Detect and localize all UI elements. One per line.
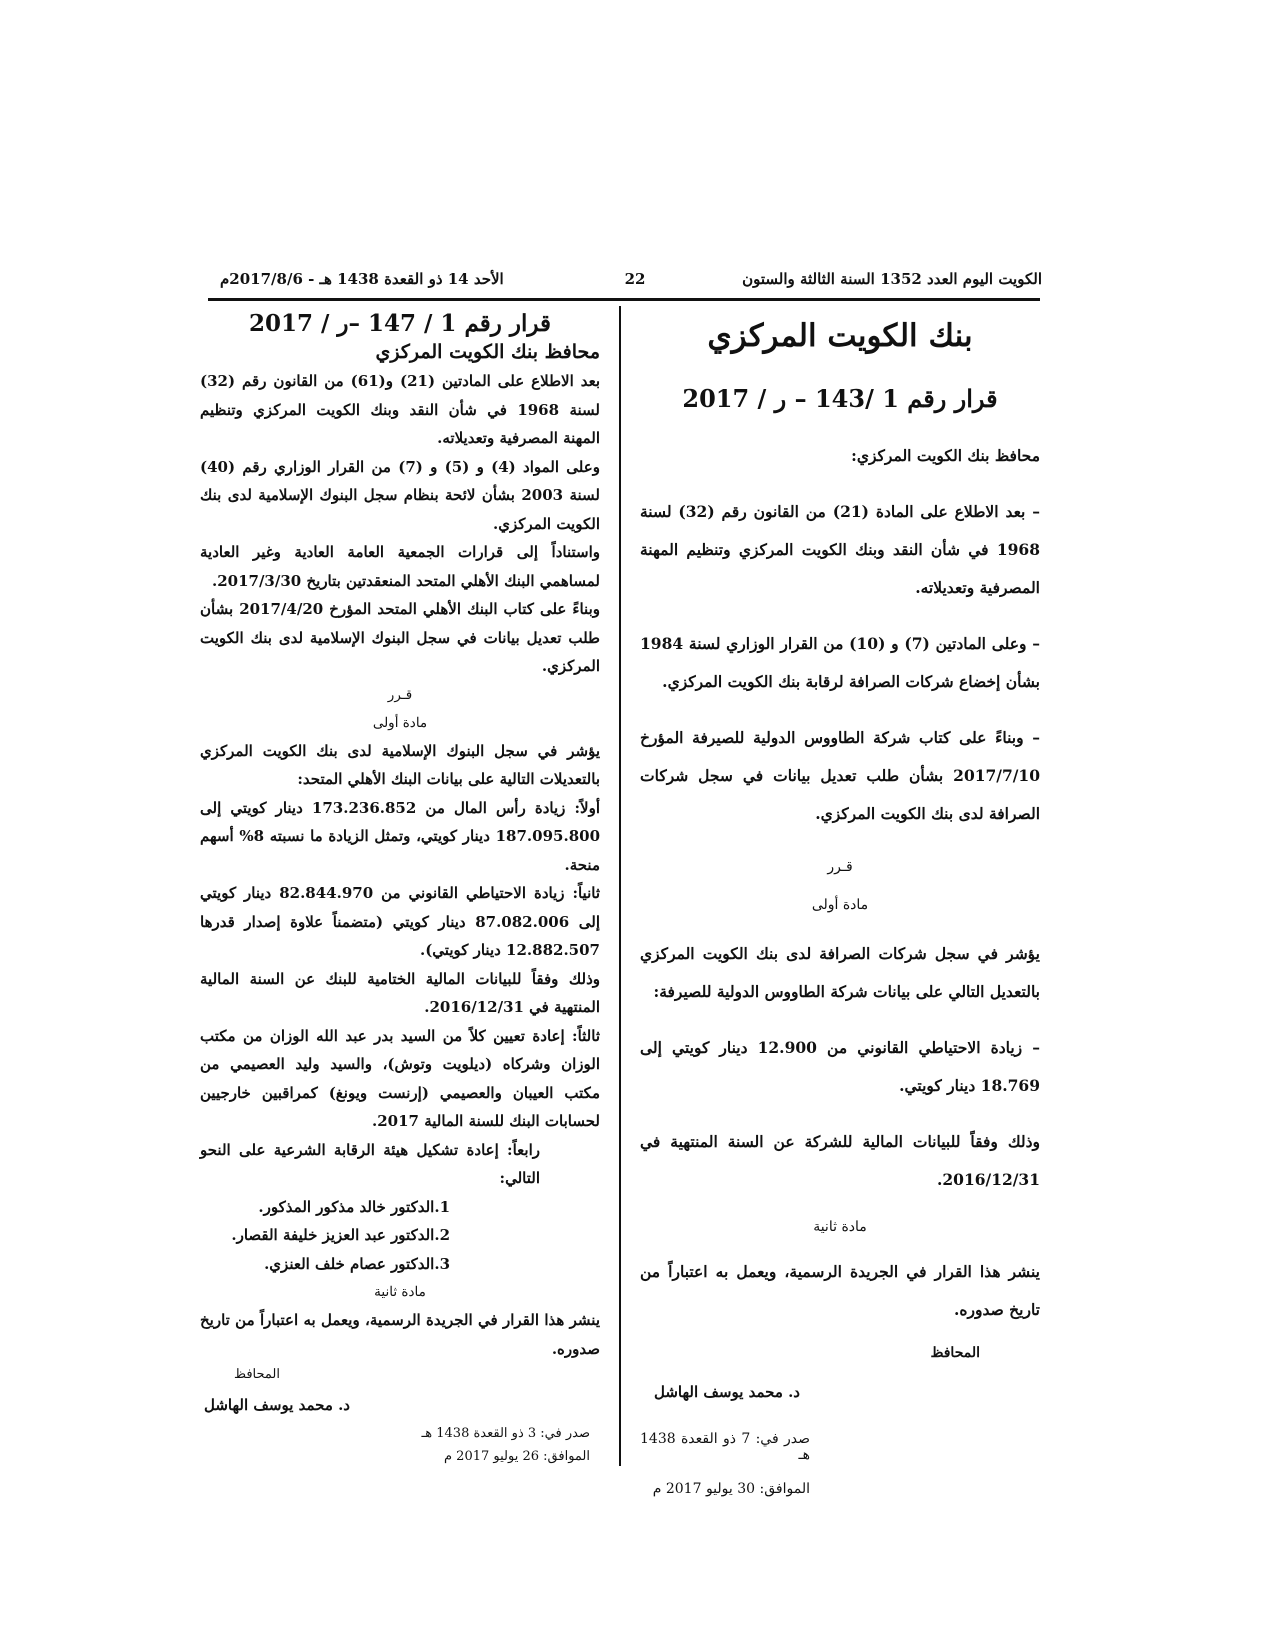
article-heading: مادة أولى (811, 897, 869, 913)
article-heading: مادة أولى (372, 714, 428, 731)
article-paragraph: يؤشر في سجل البنوك الإسلامية لدى بنك الكويت المركزي بالتعديلات التالية على بيانات البنك الأهلي المتحد: (200, 741, 600, 788)
decided-heading: قـرر (827, 859, 853, 875)
article-heading: مادة ثانية (813, 1219, 867, 1235)
decree-title: قرار رقم 1 / 147 –ر / 2017 (248, 310, 552, 337)
article-paragraph: – زيادة الاحتياطي القانوني من 12.900 دينار كويتي إلى 18.769 دينار كويتي. (640, 1038, 1040, 1095)
article-paragraph: يؤشر في سجل شركات الصرافة لدى بنك الكويت المركزي بالتعديل التالي على بيانات شركة الطاووس الدولية للصيرفة: (640, 944, 1040, 1001)
article-paragraph: وذلك وفقاً للبيانات المالية للشركة عن السنة المنتهية في 2016/12/31. (640, 1132, 1040, 1189)
issue-date: صدر في: 3 ذو القعدة 1438 هـ (421, 1426, 590, 1441)
article-paragraph: ثانياً: زيادة الاحتياطي القانوني من 82.844.970 دينار كويتي إلى 87.082.006 دينار كويتي (متضمناً علاوة إصدار قدرها 12.882.507 دينار كويتي). (200, 884, 601, 959)
page-number: 22 (624, 270, 646, 288)
header-divider (208, 298, 1040, 301)
signatory-name: د. محمد يوسف الهاشل (203, 1396, 350, 1414)
decree-title: قرار رقم 1 /143 – ر / 2017 (682, 384, 998, 413)
article-heading: مادة ثانية (374, 1284, 426, 1300)
recital-paragraph: واستناداً إلى قرارات الجمعية العامة العادية وغير العادية لمساهمي البنك الأهلي المتحد المنعقدتين بتاريخ 2017/3/30. (200, 543, 600, 590)
bank-title: بنك الكويت المركزي (707, 318, 973, 354)
article-paragraph: رابعاً: إعادة تشكيل هيئة الرقابة الشرعية على النحو التالي: (200, 1140, 540, 1187)
board-member: 2.الدكتور عبد العزيز خليفة القصار. (231, 1226, 450, 1244)
recital-paragraph: – وبناءً على كتاب شركة الطاووس الدولية للصيرفة المؤرخ 2017/7/10 بشأن طلب تعديل بيانات في سجل شركات الصرافة لدى بنك الكويت المركزي. (640, 728, 1040, 823)
governor-heading: محافظ بنك الكويت المركزي (375, 341, 600, 363)
header-date: الأحد 14 ذو القعدة 1438 هـ - 2017/8/6م (220, 270, 504, 288)
signatory-name: د. محمد يوسف الهاشل (653, 1383, 800, 1401)
corresponding-date: الموافق: 30 يوليو 2017 م (652, 1481, 810, 1497)
issue-date: صدر في: 7 ذو القعدة 1438 هـ (640, 1431, 810, 1463)
board-member: 1.الدكتور خالد مذكور المذكور. (258, 1197, 450, 1216)
recital-paragraph: بعد الاطلاع على المادتين (21) و(61) من القانون رقم (32) لسنة 1968 في شأن النقد وبنك الكويت المركزي وتنظيم المهنة المصرفية وتعديلاته. (200, 372, 600, 447)
article-paragraph: أولاً: زيادة رأس المال من 173.236.852 دينار كويتي إلى 187.095.800 دينار كويتي، وتمثل الزيادة ما نسبته 8% أسهم منحة. (200, 798, 601, 874)
article-paragraph: ينشر هذا القرار في الجريدة الرسمية، ويعمل به اعتباراً من تاريخ صدوره. (640, 1262, 1040, 1319)
left-column (200, 306, 601, 1464)
recital-paragraph: وعلى المواد (4) و (5) و (7) من القرار الوزاري رقم (40) لسنة 2003 بشأن لائحة بنظام سجل البنوك الإسلامية لدى بنك الكويت المركزي. (200, 457, 601, 533)
governor-label: المحافظ (930, 1345, 980, 1361)
header-issue-info: الكويت اليوم العدد 1352 السنة الثالثة والستون (742, 270, 1042, 288)
article-paragraph: وذلك وفقاً للبيانات المالية الختامية للبنك عن السنة المالية المنتهية في 2016/12/31. (200, 969, 600, 1016)
recital-paragraph: – وعلى المادتين (7) و (10) من القرار الوزاري لسنة 1984 بشأن إخضاع شركات الصرافة لرقابة بنك الكويت المركزي. (640, 634, 1040, 691)
recital-paragraph: – بعد الاطلاع على المادة (21) من القانون رقم (32) لسنة 1968 في شأن النقد وبنك الكويت المركزي وتنظيم المهنة المصرفية وتعديلاته. (640, 502, 1040, 597)
article-paragraph: ثالثاً: إعادة تعيين كلاً من السيد بدر عبد الله الوزان من مكتب الوزان وشركاه (ديلويت وتوش)، والسيد وليد العصيمي من مكتب العيبان والعصيمي (إرنست ويونغ) كمراقبين خارجيين لحسابات البنك للسنة المالية 2017. (200, 1026, 600, 1130)
recital-paragraph: وبناءً على كتاب البنك الأهلي المتحد المؤرخ 2017/4/20 بشأن طلب تعديل بيانات في سجل البنوك الإسلامية لدى بنك الكويت المركزي. (200, 600, 600, 675)
column-divider (619, 306, 621, 1466)
governor-heading: محافظ بنك الكويت المركزي: (851, 446, 1040, 465)
article-paragraph: ينشر هذا القرار في الجريدة الرسمية، ويعمل به اعتباراً من تاريخ صدوره. (200, 1311, 600, 1358)
board-member: 3.الدكتور عصام خلف العنزي. (264, 1254, 450, 1273)
right-column (640, 306, 1040, 1497)
governor-label: المحافظ (234, 1367, 280, 1382)
decided-heading: قـرر (387, 686, 413, 703)
corresponding-date: الموافق: 26 يوليو 2017 م (443, 1449, 590, 1464)
